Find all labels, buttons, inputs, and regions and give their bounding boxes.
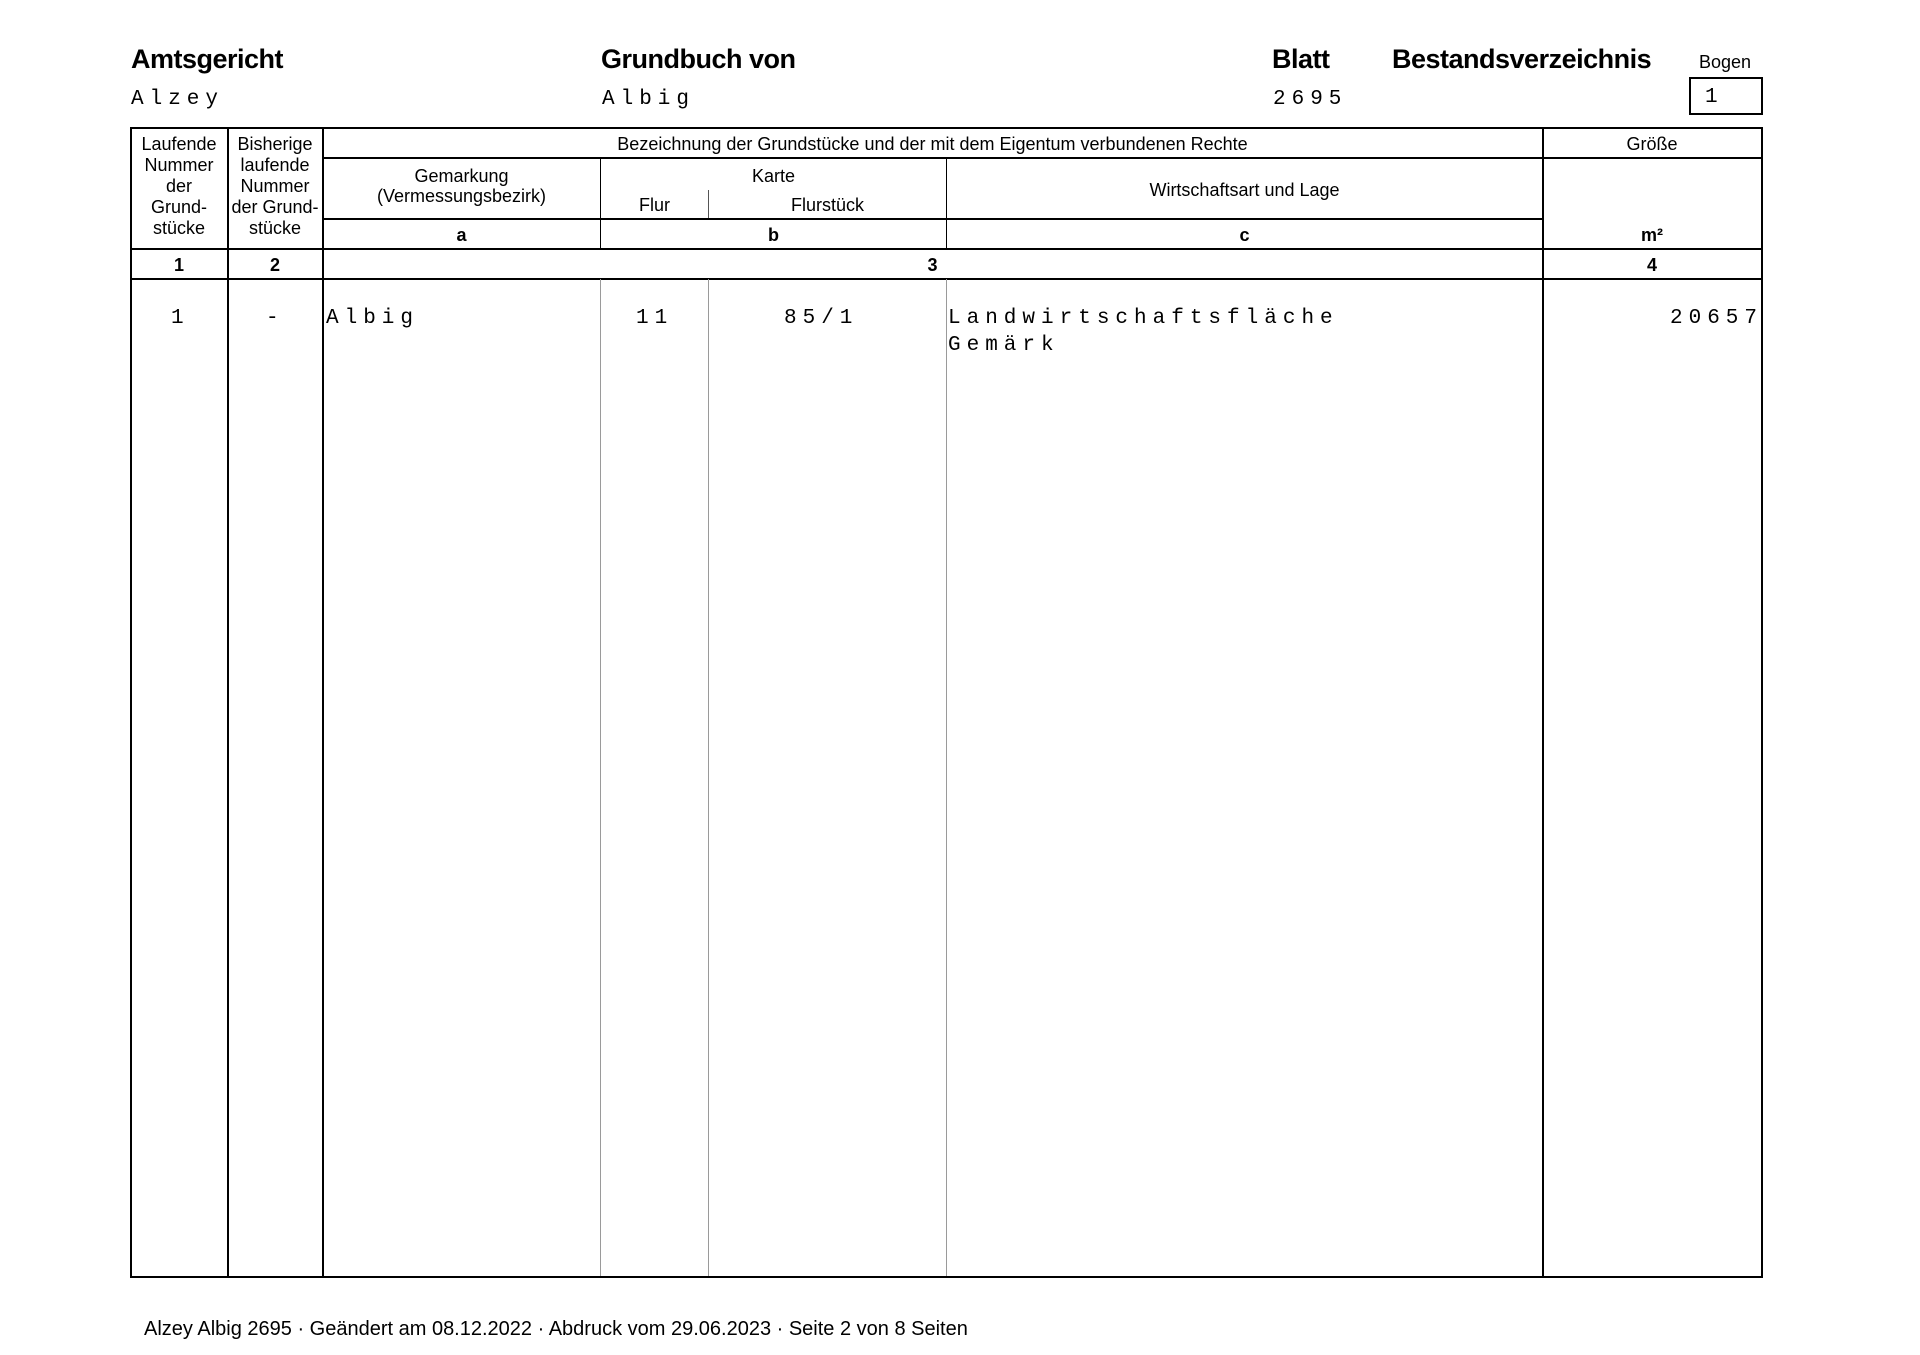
col-number-2: 2 — [269, 255, 280, 275]
flur-header: Flur — [639, 195, 670, 215]
groesse: 20657 — [1670, 307, 1764, 330]
bestandsverzeichnis-label: Bestandsverzeichnis — [1392, 44, 1652, 74]
divider-b-c-body — [946, 279, 947, 1276]
blatt-value: 2695 — [1273, 88, 1348, 111]
col1-header-line: der — [165, 176, 192, 196]
col1-header-line: Grund- — [150, 197, 208, 217]
amtsgericht-value: Alzey — [131, 88, 225, 111]
group-header: Bezeichnung der Grundstücke und der mit dem Eigentum verbundenen Rechte — [617, 134, 1248, 154]
table-left-border — [130, 127, 132, 1278]
sub-a: a — [456, 225, 467, 245]
gemarkung-header-line: Gemarkung — [414, 166, 509, 186]
flurstueck-header: Flurstück — [790, 195, 864, 215]
amtsgericht-label: Amtsgericht — [131, 44, 284, 74]
gemarkung-header — [323, 166, 600, 206]
gemarkung: Albig — [326, 307, 420, 330]
group-header-divider — [323, 157, 1763, 159]
subletter-divider — [323, 218, 1543, 220]
col-number-4: 4 — [1646, 255, 1657, 275]
flurstueck: 85/1 — [784, 307, 859, 330]
grundbuch-value: Albig — [602, 88, 696, 111]
col2-header-line: stücke — [248, 218, 302, 238]
bisherige-nr: - — [266, 307, 285, 330]
col1-header — [131, 134, 227, 239]
table-right-border — [1761, 127, 1763, 1278]
col-number-3: 3 — [927, 255, 938, 275]
col2-header-line: laufende — [240, 155, 310, 175]
wirtschaftsart-header: Wirtschaftsart und Lage — [1149, 180, 1340, 200]
bogen-value: 1 — [1705, 86, 1724, 109]
bogen-label: Bogen — [1699, 52, 1752, 72]
lfd-nr: 1 — [171, 307, 190, 330]
col1-header-line: Laufende — [141, 134, 217, 154]
col-divider-1-2 — [227, 127, 229, 1278]
divider-a-b-body — [600, 279, 601, 1276]
col-divider-3-4 — [1542, 127, 1544, 1278]
table-bottom-border — [130, 1276, 1763, 1278]
col-number-1: 1 — [173, 255, 184, 275]
header-bottom-divider — [130, 248, 1763, 250]
col2-header — [228, 134, 322, 239]
col2-header-line: Bisherige — [237, 134, 313, 154]
col1-header-line: Nummer — [144, 155, 214, 175]
table-top-border — [130, 127, 1763, 129]
bogen-box — [1689, 77, 1763, 115]
col-divider-2-3 — [322, 127, 324, 1278]
grundbuch-label: Grundbuch von — [601, 44, 796, 74]
sub-b: b — [768, 225, 779, 245]
divider-flur-flurstueck-body — [708, 279, 709, 1276]
wirtschaftsart-line-1: Landwirtschaftsfläche — [948, 307, 1339, 330]
col1-header-line: stücke — [152, 218, 206, 238]
groesse-header: Größe — [1626, 134, 1678, 154]
col2-header-line: Nummer — [240, 176, 310, 196]
unit-m2: m² — [1641, 225, 1663, 245]
wirtschaftsart-line-2: Gemärk — [948, 334, 1060, 357]
col2-header-line: der Grund- — [231, 197, 319, 217]
page-footer: Alzey Albig 2695 · Geändert am 08.12.2022 · Abdruck vom 29.06.2023 · Seite 2 von 8 Seiten — [144, 1318, 968, 1340]
flur: 11 — [636, 307, 674, 330]
gemarkung-header-line: (Vermessungsbezirk) — [376, 186, 547, 206]
sub-c: c — [1239, 225, 1250, 245]
karte-header: Karte — [751, 166, 796, 186]
blatt-label: Blatt — [1272, 44, 1330, 74]
